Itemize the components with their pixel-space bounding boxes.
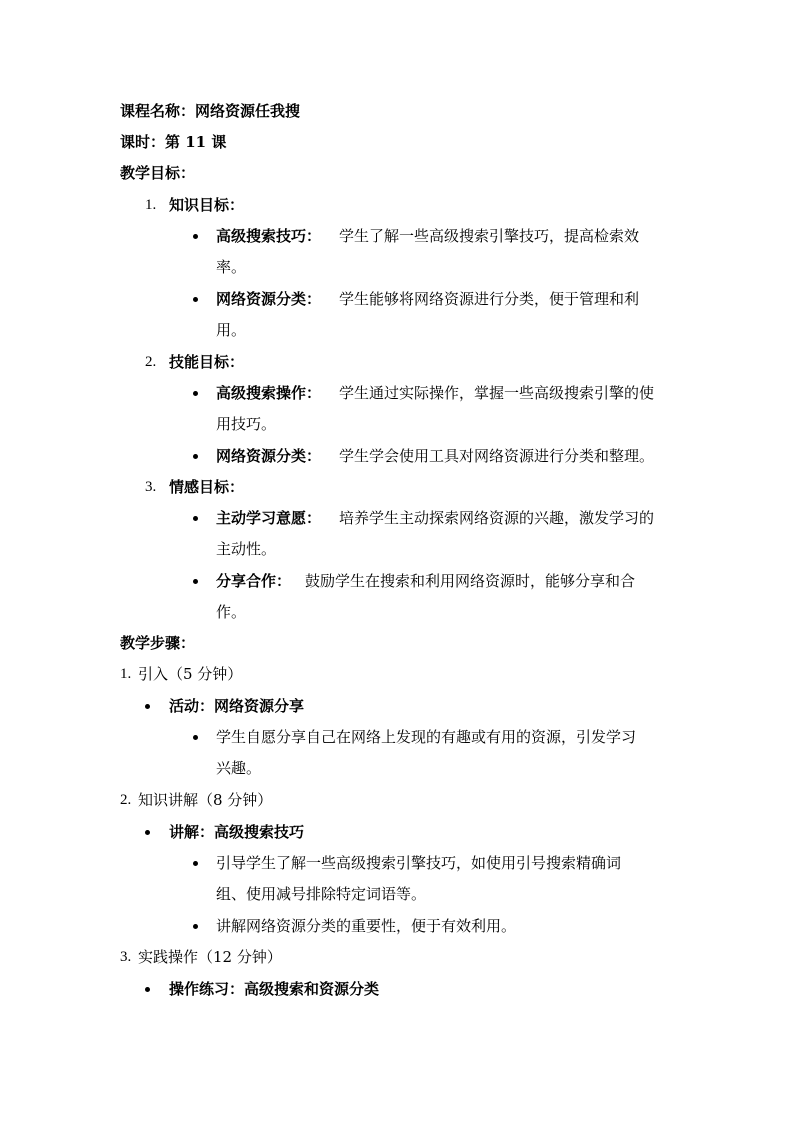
goal-item-text: 学生了解一些高级搜索引擎技巧，提高检索效 (339, 227, 640, 245)
course-name-line (120, 101, 300, 121)
goal-item (216, 226, 639, 246)
step-point: 讲解网络资源分类的重要性，便于有效利用。 (216, 917, 517, 935)
bullet-icon (193, 234, 198, 239)
goal-item-label: 高级搜索技巧： (216, 227, 322, 245)
bullet-icon (145, 830, 150, 835)
goal-item-label: 主动学习意愿： (216, 509, 322, 527)
goal-section-number: 1. (145, 197, 157, 213)
bullet-icon (193, 454, 198, 459)
bullet-icon (193, 735, 198, 740)
bullet-icon (193, 924, 198, 929)
bullet-icon (145, 704, 150, 709)
bullet-icon (193, 391, 198, 396)
goal-item-label: 网络资源分类： (216, 447, 322, 465)
step-sub-label: 操作练习：高级搜索和资源分类 (169, 980, 380, 998)
period-label: 课时： (120, 133, 166, 151)
step-point-continued: 兴趣。 (216, 759, 262, 777)
goals-heading: 教学目标： (120, 164, 196, 182)
goal-item (216, 508, 654, 528)
goal-item-continued: 作。 (216, 603, 247, 621)
course-name-label: 课程名称： (120, 102, 196, 120)
goal-section-title: 技能目标： (169, 353, 245, 371)
goal-item-label: 分享合作： (216, 572, 292, 590)
step-title: 知识讲解（8 分钟） (138, 791, 273, 809)
goal-item-continued: 用技巧。 (216, 415, 277, 433)
goal-item-continued: 用。 (216, 321, 247, 339)
period-value: 第 11 课 (165, 133, 227, 151)
bullet-icon (193, 579, 198, 584)
goal-item-continued: 率。 (216, 258, 247, 276)
step-number: 2. (120, 792, 132, 808)
period-line (120, 132, 226, 152)
goal-item-continued: 主动性。 (216, 540, 277, 558)
goal-item-label: 高级搜索操作： (216, 384, 322, 402)
goal-section-title: 知识目标： (169, 196, 245, 214)
goal-item-label: 网络资源分类： (216, 290, 322, 308)
step-title: 实践操作（12 分钟） (138, 948, 282, 966)
goal-item (216, 446, 654, 466)
goal-item-text: 学生通过实际操作，掌握一些高级搜索引擎的使 (339, 384, 655, 402)
step-sub-label: 活动：网络资源分享 (169, 697, 305, 715)
goal-item-text: 培养学生主动探索网络资源的兴趣，激发学习的 (339, 509, 655, 527)
step-sub-label: 讲解：高级搜索技巧 (169, 823, 305, 841)
steps-heading: 教学步骤： (120, 634, 196, 652)
goal-item-text: 学生学会使用工具对网络资源进行分类和整理。 (339, 447, 655, 465)
bullet-icon (193, 297, 198, 302)
goal-item (216, 289, 639, 309)
step-point-continued: 组、使用减号排除特定词语等。 (216, 885, 427, 903)
bullet-icon (193, 861, 198, 866)
goal-section-title: 情感目标： (169, 478, 245, 496)
step-title: 引入（5 分钟） (138, 665, 243, 683)
course-name-value: 网络资源任我搜 (195, 102, 301, 120)
goal-section-number: 3. (145, 479, 157, 495)
step-number: 1. (120, 666, 132, 682)
step-number: 3. (120, 949, 132, 965)
goal-section-number: 2. (145, 354, 157, 370)
step-point: 引导学生了解一些高级搜索引擎技巧，如使用引号搜索精确词 (216, 854, 622, 872)
bullet-icon (145, 987, 150, 992)
goal-item-text: 学生能够将网络资源进行分类，便于管理和利 (339, 290, 640, 308)
goal-item (216, 571, 635, 591)
goal-item (216, 383, 654, 403)
bullet-icon (193, 516, 198, 521)
goal-item-text: 鼓励学生在搜索和利用网络资源时，能够分享和合 (305, 572, 636, 590)
step-point: 学生自愿分享自己在网络上发现的有趣或有用的资源，引发学习 (216, 728, 637, 746)
